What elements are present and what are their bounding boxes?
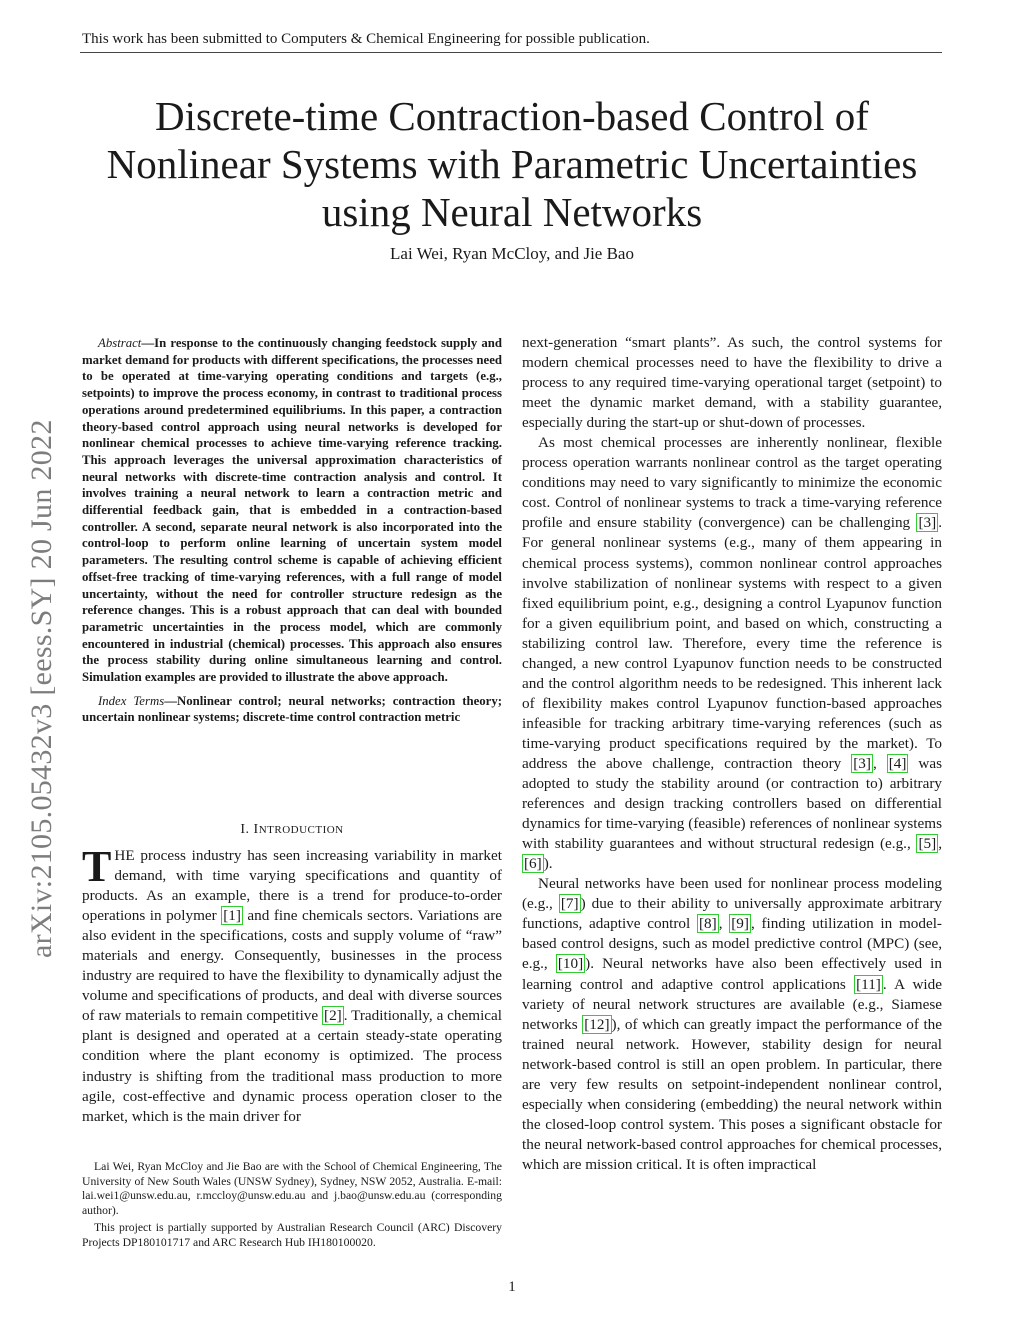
p3-text-f: ), of which can greatly impact the performance of the trained neural network. However, stability design for neural network-based control is still an open problem. In particular, there are very few results on setpoint-independent nonlinear control, especially when considering (embedding) the neural network within the closed-loop control system. This poses a significant obstacle for the neural network-based control approaches for chemical processes, which are mission critical. It is often impractical [522,1015,942,1173]
section-number: I. [240,822,250,837]
p2-text-a: As most chemical processes are inherently nonlinear, flexible process operation warrants nonlinear control as the target operating conditions may need to vary significantly to minimize the economic cost. Control of nonlinear systems to track a time-varying reference profile and ensure stability (convergence) can be challenging [522,434,942,532]
abstract-text: —In response to the continuously changing feedstock supply and market demand for products with different specifications, the processes need to be operated at time-varying operating conditions and targets (e.g., setpoints) to improve the process economy, in contrast to traditional process operations around predetermined equilibriums. In this paper, a contraction theory-based control approach using neural networks is developed for nonlinear chemical processes to achieve time-varying reference tracking. This approach leverages the universal approximation characteristics of neural networks with discrete-time contraction analysis and control. It involves training a neural network to learn a contraction metric and differential feedback gain, that is embedded in a contraction-based controller. A second, separate neural network is also incorporated into the control-loop to perform online learning of uncertain system model parameters. The resulting control scheme is capable of achieving efficient offset-free tracking of time-varying references, with a full range of model uncertainty, without the need for controller structure redesign as the reference changes. This is a robust approach that can deal with bounded parametric uncertainties in the process model, which are commonly encountered in industrial (chemical) processes. This approach also ensures the process stability during online simultaneous learning and control. Simulation examples are provided to illustrate the above approach. [82,336,502,685]
intro-text-c: . Traditionally, a chemical plant is designed and operated at a certain steady-state operating condition where the plant economy is optimized. The process industry is shifting from the traditional mass production to more agile, cost-effective and dynamic process operation closer to the market, which is the main driver for [82,1007,502,1125]
citation-link-6[interactable]: [6] [524,855,542,873]
citation-link-9[interactable]: [9] [731,915,749,933]
p2-sep-2: , [938,835,942,853]
section-title-rest: NTRODUCTION [258,824,344,836]
citation-link-3[interactable]: [3] [918,514,937,532]
paper-title [60,92,964,236]
footnotes [82,1160,502,1253]
right-column [522,333,942,1175]
p2-text-d: ). [543,855,553,873]
citation-link-1[interactable]: [1] [223,907,241,925]
p2-sep-1: , [872,754,887,772]
p3-sep-3: , [718,915,730,933]
abstract-paragraph [82,335,502,686]
section-title-first: I [253,822,259,837]
right-paragraph-2 [522,433,942,874]
p2-text-b: . For general nonlinear systems (e.g., many of them appearing in chemical process systems), common nonlinear control approaches involve stabilization of nonlinear systems with respect to a given fixed equilibrium point, e.g., designing a control Lyapunov function for a given equilibrium point, and based on which, constructing a stabilizing control law. Therefore, every time the reference is changed, a new control Lyapunov function needs to be constructed and the control algorithm needs to be redesigned. This inherent lack of flexibility makes control Lyapunov function-based approaches infeasible for tracking arbitrary time-varying references (such as time-varying product specifications required by the market). To address the above challenge, contraction theory [522,514,942,772]
p2-text-c: was adopted to study the stability around (or contraction to) arbitrary references and design tracking controllers based on differential dynamics for time-varying (feasible) references of nonlinear systems with stability guarantees and without structural redesign (e.g., [522,754,943,853]
p3-text-e: . A wide variety of neural network structures are available (e.g., Siamese networks [522,975,942,1033]
footnote-affiliation: Lai Wei, Ryan McCloy and Jie Bao are with the School of Chemical Engineering, The University of New South Wales (UNSW Sydney), Sydney, NSW 2052, Australia. E-mail: lai.wei1@unsw.edu.au, r.mccloy@unsw.edu.au and j.bao@unsw.edu.au (corresponding author). [82,1160,502,1217]
p3-text-d: ). Neural networks have also been effectively used in learning control and adaptive control applications [522,955,942,993]
drop-cap: T [82,842,112,891]
citation-link-2[interactable]: [2] [324,1007,342,1025]
author-list: Lai Wei, Ryan McCloy, and Jie Bao [390,244,634,263]
citation-link-10[interactable]: [10] [557,955,584,973]
citation-link-8[interactable]: [8] [699,915,717,933]
intro-text-b: and fine chemicals sectors. Variations are also evident in the specifications, costs and supply volume of “raw” materials and energy. Consequently, businesses in the process industry are required to have the flexibility to dynamically adjust the volume and specifications of products, and deal with diverse sources of raw materials to remain competitive [82,907,502,1025]
intro-paragraph-1 [82,842,502,1127]
right-paragraph-1: next-generation “smart plants”. As such, the control systems for modern chemical processes need to have the flexibility to drive a process to any required time-varying operational target (setpoint) to meet the dynamic market demand, with a stability guarantee, especially during the start-up or shut-down of processes. [522,334,942,432]
abstract-label: Abstract [98,336,142,350]
right-paragraph-3 [522,874,942,1175]
submission-notice: This work has been submitted to Computers & Chemical Engineering for possible publication. [82,31,650,47]
citation-link-11[interactable]: [11] [856,975,881,993]
arxiv-watermark: arXiv:2105.05432v3 [eess.SY] 20 Jun 2022 [25,419,58,958]
p3-text-c: , finding utilization in model-based control designs, such as model predictive control (MPC) (see, e.g., [522,915,942,973]
citation-link-12[interactable]: [12] [584,1015,610,1033]
section-heading-introduction [82,822,502,838]
abstract-block [82,335,502,726]
index-terms-paragraph [82,693,502,726]
title-line-1: Discrete-time Contraction-based Control of [155,93,869,139]
index-terms-label: Index Terms [98,693,165,708]
header-rule [80,52,942,53]
citation-link-4[interactable]: [4] [888,754,907,772]
citation-link-3b[interactable]: [3] [853,754,871,772]
intro-text-a: HE process industry has seen increasing variability in market demand, with time varying specifications and quantity of products. As an example, there is a trend for produce-to-order operations in polymer [82,847,502,925]
p3-text-b: ) due to their ability to universally approximate arbitrary functions, adaptive control [522,895,942,933]
citation-link-7[interactable]: [7] [560,895,579,913]
title-line-3: using Neural Networks [321,189,703,235]
p3-text-a: Neural networks have been used for nonlinear process modeling (e.g., [522,875,942,913]
page-number: 1 [508,1279,516,1295]
index-terms-text: —Nonlinear control; neural networks; contraction theory; uncertain nonlinear systems; discrete-time control contraction metric [82,693,502,725]
citation-link-5[interactable]: [5] [918,835,937,853]
title-line-2: Nonlinear Systems with Parametric Uncertainties [106,141,918,187]
introduction-body [82,842,502,1127]
footnote-funding: This project is partially supported by Australian Research Council (ARC) Discovery Projects DP180101717 and ARC Research Hub IH180100020. [82,1221,502,1249]
